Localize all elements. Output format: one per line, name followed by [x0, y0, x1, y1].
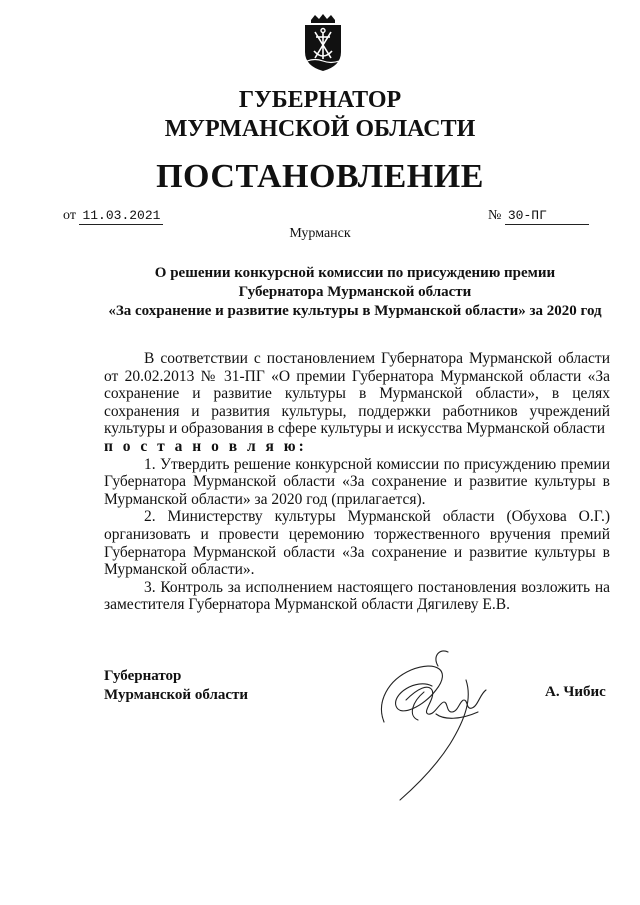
date-value: 11.03.2021 [79, 208, 163, 225]
signer-title-line-1: Губернатор [104, 668, 182, 684]
document-number [488, 208, 589, 225]
authority-line-1: ГУБЕРНАТОР [238, 87, 402, 113]
decree-item-3: 3. Контроль за исполнением настоящего постановления возложить на заместителя Губернатора Мурманской области Дягилеву Е.В. [104, 578, 610, 614]
number-value: 30-ПГ [505, 208, 589, 225]
subject-line-3: «За сохранение и развитие культуры в Мурманской области» за 2020 год [108, 303, 602, 319]
document-type: ПОСТАНОВЛЕНИЕ [156, 158, 484, 195]
coat-of-arms-icon [303, 14, 343, 72]
signer-title [104, 667, 248, 705]
issue-city: Мурманск [289, 226, 351, 241]
number-prefix: № [488, 208, 502, 223]
document-date [63, 208, 163, 225]
decree-word: п о с т а н о в л я ю: [104, 437, 307, 455]
signer-title-line-2: Мурманской области [104, 687, 249, 703]
subject-line-1: О решении конкурсной комиссии по присуждению премии [154, 265, 556, 281]
handwritten-signature-icon [366, 640, 516, 805]
authority-line-2: МУРМАНСКОЙ ОБЛАСТИ [164, 116, 476, 142]
issuing-authority [0, 86, 640, 144]
document-body [104, 350, 610, 614]
date-prefix: от [63, 208, 76, 223]
decree-item-2: 2. Министерству культуры Мурманской области (Обухова О.Г.) организовать и провести церемонию торжественного вручения премий Губернатора Мурманской области «За сохранение и развитие культуры в Мурманской области». [104, 508, 610, 579]
preamble-paragraph: В соответствии с постановлением Губернатора Мурманской области от 20.02.2013 № 31-ПГ «О премии Губернатора Мурманской области «За сохранение и развитие культуры в Мурманской области», в целях сохранения и развития культуры, поддержки работников учреждений культуры и образования в сфере культуры и искусства Мурманской области [104, 350, 610, 438]
decree-item-1: 1. Утвердить решение конкурсной комиссии по присуждению премии Губернатора Мурманской области «За сохранение и развитие культуры в Мурманской области» за 2020 год (прилагается). [104, 455, 610, 508]
subject-line-2: Губернатора Мурманской области [238, 284, 472, 300]
document-subject [90, 264, 620, 321]
signer-name: А. Чибис [545, 684, 606, 700]
